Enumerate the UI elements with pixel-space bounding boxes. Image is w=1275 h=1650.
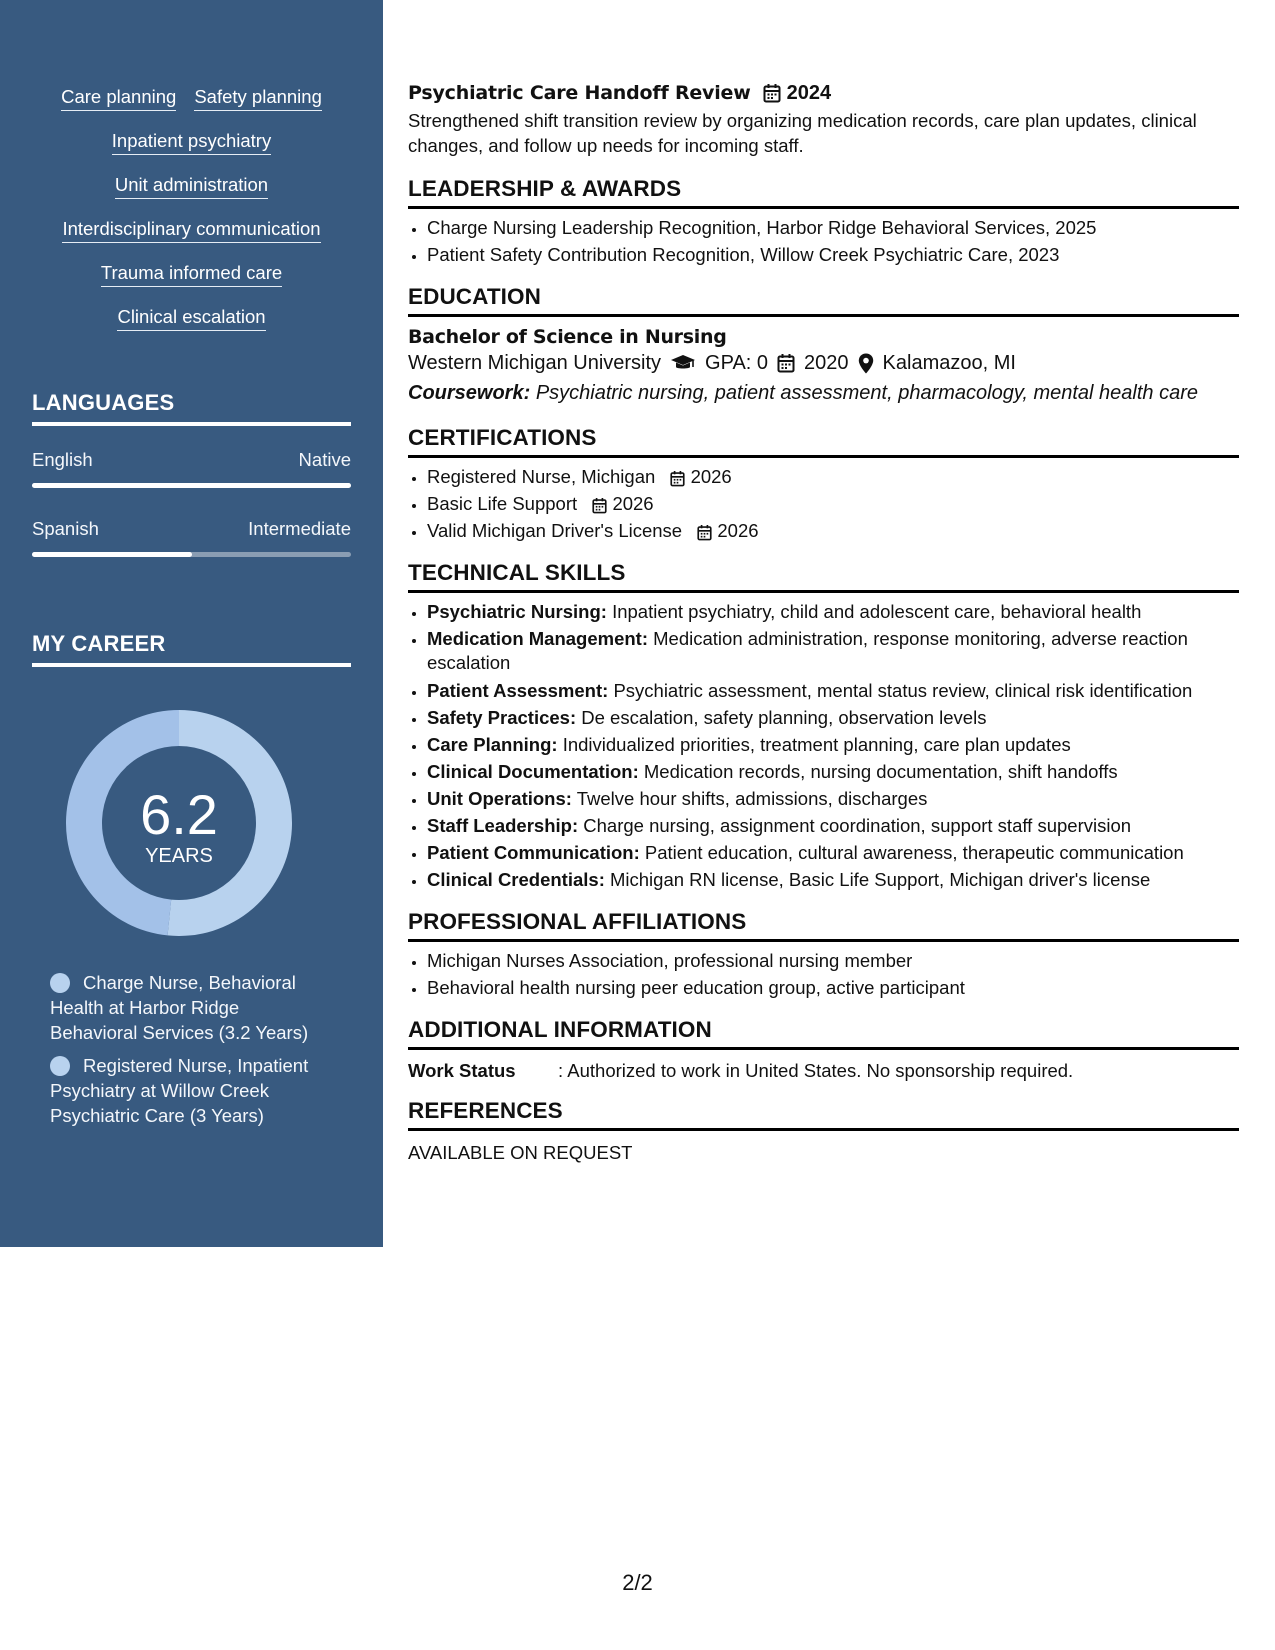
skill-tag[interactable]: Trauma informed care (101, 260, 282, 287)
list-item (427, 598, 1239, 625)
language-level: Intermediate (248, 518, 351, 539)
list-item (427, 704, 1239, 731)
skill-tag[interactable]: Safety planning (194, 84, 322, 111)
certification-year: 2026 (717, 520, 759, 541)
calendar-icon (777, 353, 795, 373)
skill-label: Psychiatric Nursing: (427, 601, 607, 622)
education-year: 2020 (804, 352, 849, 374)
additional-info-heading: ADDITIONAL INFORMATION (408, 1015, 1239, 1050)
skill-tag[interactable]: Clinical escalation (117, 304, 265, 331)
list-item (427, 866, 1239, 893)
technical-skills-heading: TECHNICAL SKILLS (408, 558, 1239, 593)
education-heading: EDUCATION (408, 282, 1239, 317)
list-item (427, 677, 1239, 704)
skill-text: Michigan RN license, Basic Life Support, Michigan driver's license (610, 869, 1151, 890)
career-item (50, 970, 330, 1045)
language-name: Spanish (32, 518, 99, 539)
project-description: Strengthened shift transition review by organizing medication records, care plan updates, clinical changes, and follow up needs for incoming staff. (408, 110, 1197, 156)
skill-tags (0, 84, 383, 331)
skill-text: De escalation, safety planning, observation levels (581, 707, 987, 728)
skill-text: Psychiatric assessment, mental status review, clinical risk identification (613, 680, 1193, 701)
skill-label: Staff Leadership: (427, 815, 579, 836)
calendar-icon (670, 466, 685, 487)
language-proficiency-fill (32, 552, 192, 557)
coursework-text: Psychiatric nursing, patient assessment, pharmacology, mental health care (535, 382, 1198, 404)
career-heading: MY CAREER (32, 631, 351, 667)
skill-label: Unit Operations: (427, 788, 572, 809)
certifications-heading: CERTIFICATIONS (408, 423, 1239, 458)
skill-label: Care Planning: (427, 734, 558, 755)
language-proficiency-bar (32, 552, 351, 557)
calendar-icon (697, 520, 712, 541)
career-item-text: Charge Nurse, Behavioral Health at Harbor Ridge Behavioral Services (3.2 Years) (50, 972, 309, 1043)
education-coursework (408, 378, 1239, 408)
affiliations-list (408, 947, 1239, 1001)
skill-label: Safety Practices: (427, 707, 577, 728)
certification-name: Registered Nurse, Michigan (427, 466, 656, 487)
education-location: Kalamazoo, MI (882, 352, 1016, 374)
skill-text: Patient education, cultural awareness, therapeutic communication (644, 842, 1184, 863)
skill-tag[interactable]: Unit administration (115, 172, 268, 199)
language-name: English (32, 449, 93, 470)
education-gpa: GPA: 0 (705, 352, 769, 374)
career-list (50, 970, 330, 1136)
references-heading: REFERENCES (408, 1096, 1239, 1131)
skill-label: Patient Communication: (427, 842, 640, 863)
location-pin-icon (858, 353, 874, 374)
career-item-text: Registered Nurse, Inpatient Psychiatry at Willow Creek Psychiatric Care (3 Years) (50, 1055, 309, 1126)
list-item (427, 758, 1239, 785)
main-content (408, 78, 1239, 1164)
career-total-unit: YEARS (145, 845, 213, 867)
list-item (427, 731, 1239, 758)
education-degree: Bachelor of Science in Nursing (408, 326, 727, 348)
languages-heading: LANGUAGES (32, 390, 351, 426)
references-text: AVAILABLE ON REQUEST (408, 1142, 633, 1163)
list-item (427, 625, 1239, 677)
project-title: Psychiatric Care Handoff Review (408, 82, 751, 104)
list-item: • Michigan Nurses Association, professional nursing member (427, 947, 1239, 974)
work-status-row (408, 1058, 1239, 1084)
list-item: • Behavioral health nursing peer education group, active participant (427, 974, 1239, 1001)
skill-text: Inpatient psychiatry, child and adolescent care, behavioral health (612, 601, 1142, 622)
skill-tag[interactable]: Interdisciplinary communication (62, 216, 320, 243)
certification-name: Basic Life Support (427, 493, 578, 514)
leadership-heading: LEADERSHIP & AWARDS (408, 174, 1239, 209)
list-item (427, 785, 1239, 812)
career-total-value: 6.2 (140, 783, 218, 846)
language-level: Native (298, 449, 351, 470)
skill-label: Clinical Documentation: (427, 761, 639, 782)
career-bullet-dot (50, 973, 70, 993)
work-status-value: : Authorized to work in United States. No sponsorship required. (558, 1060, 1074, 1081)
list-item: • Patient Safety Contribution Recognition, Willow Creek Psychiatric Care, 2023 (427, 241, 1239, 268)
skill-tag[interactable]: Inpatient psychiatry (112, 128, 271, 155)
list-item: • Charge Nursing Leadership Recognition, Harbor Ridge Behavioral Services, 2025 (427, 214, 1239, 241)
skill-label: Patient Assessment: (427, 680, 609, 701)
language-proficiency-fill (32, 483, 351, 488)
project-header (408, 78, 1239, 108)
list-item (427, 839, 1239, 866)
graduation-cap-icon (670, 354, 696, 372)
certification-year: 2026 (612, 493, 654, 514)
page-number: 2/2 (622, 1570, 653, 1595)
skill-text: Medication administration, response monitoring, adverse reaction escalation (427, 628, 1188, 673)
work-status-label: Work Status (408, 1060, 516, 1081)
skill-text: Individualized priorities, treatment planning, care plan updates (562, 734, 1071, 755)
list-item (427, 517, 1239, 544)
certification-year: 2026 (690, 466, 732, 487)
career-donut-chart (66, 710, 292, 936)
skill-text: Twelve hour shifts, admissions, discharges (576, 788, 928, 809)
career-bullet-dot (50, 1056, 70, 1076)
language-row (32, 517, 351, 557)
calendar-icon (592, 493, 607, 514)
skill-text: Medication records, nursing documentation, shift handoffs (643, 761, 1118, 782)
skill-text: Charge nursing, assignment coordination, support staff supervision (583, 815, 1132, 836)
language-row (32, 448, 351, 488)
education-school: Western Michigan University (408, 352, 662, 374)
list-item (427, 463, 1239, 490)
affiliations-heading: PROFESSIONAL AFFILIATIONS (408, 907, 1239, 942)
list-item (427, 812, 1239, 839)
skill-label: Clinical Credentials: (427, 869, 605, 890)
calendar-icon (763, 83, 781, 103)
skill-tag[interactable]: Care planning (61, 84, 176, 111)
certification-name: Valid Michigan Driver's License (427, 520, 683, 541)
education-details (408, 348, 1239, 378)
career-item (50, 1053, 330, 1128)
project-year: 2024 (786, 81, 832, 104)
list-item (427, 490, 1239, 517)
skill-label: Medication Management: (427, 628, 648, 649)
technical-skills-list (408, 598, 1239, 893)
certifications-list (408, 463, 1239, 544)
leadership-list (408, 214, 1239, 268)
coursework-label: Coursework: (408, 382, 531, 404)
sidebar (0, 0, 383, 1247)
language-proficiency-bar (32, 483, 351, 488)
